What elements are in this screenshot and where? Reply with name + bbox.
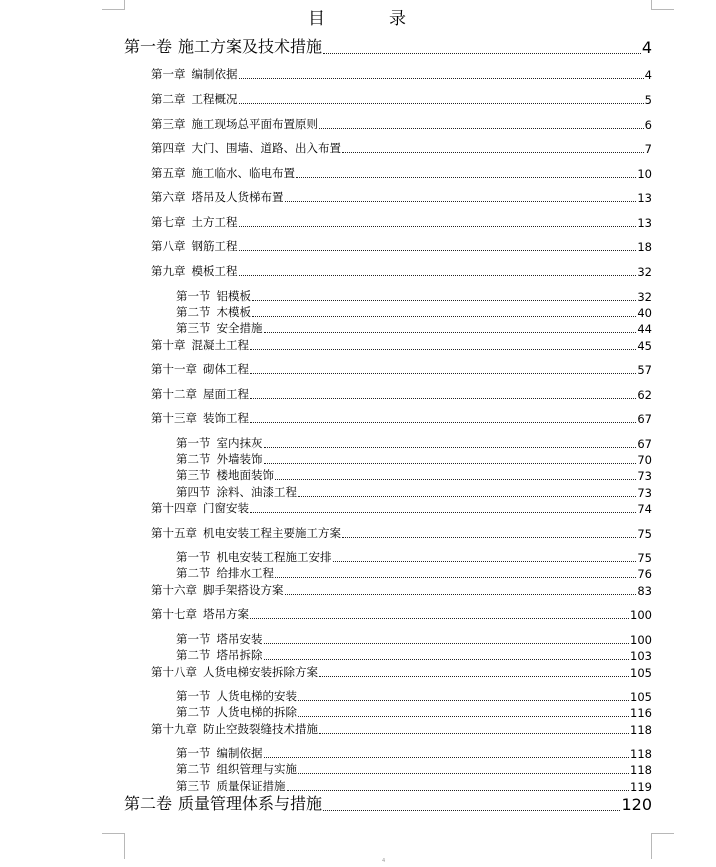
toc-dot-leader <box>275 478 636 480</box>
toc-entry[interactable] <box>176 550 652 565</box>
toc-entry-text: 编制依据 <box>191 67 238 81</box>
toc-entry-text: 室内抹灰 <box>216 436 263 450</box>
toc-dot-leader <box>298 772 629 774</box>
toc-dot-leader <box>342 151 644 153</box>
toc-entry-page: 7 <box>644 142 652 156</box>
toc-entry-page: 57 <box>637 363 652 377</box>
toc-dot-leader <box>264 756 630 758</box>
toc-entry[interactable] <box>151 190 652 205</box>
toc-entry-label <box>176 435 263 451</box>
toc-entry-text: 给排水工程 <box>216 566 274 580</box>
toc-entry-text: 施工临水、临电布置 <box>191 166 295 180</box>
toc-entry-number: 第一节 <box>176 289 211 303</box>
toc-entry-number: 第十九章 <box>151 722 197 736</box>
toc-entry-number: 第二节 <box>176 305 211 319</box>
toc-entry-number: 第三节 <box>176 321 211 335</box>
toc-entry-number: 第二节 <box>176 566 211 580</box>
toc-entry[interactable] <box>151 338 652 353</box>
toc-entry[interactable] <box>176 566 652 581</box>
toc-entry-label <box>176 549 332 565</box>
toc-dot-leader <box>287 789 630 791</box>
toc-title-left: 目 <box>308 9 327 29</box>
toc-entry-label <box>176 565 274 581</box>
toc-entry-page: 119 <box>630 780 652 794</box>
toc-entry-label <box>176 647 263 663</box>
toc-entry-page: 67 <box>637 437 652 451</box>
toc-entry-label <box>151 525 341 541</box>
toc-entry[interactable] <box>176 485 652 500</box>
toc-entry-label <box>176 761 297 777</box>
toc-entry[interactable] <box>176 452 652 467</box>
toc-entry-page: 32 <box>637 290 652 304</box>
toc-entry-number: 第十六章 <box>151 583 197 597</box>
toc-entry-label <box>151 91 238 107</box>
toc-entry-text: 混凝土工程 <box>191 338 249 352</box>
toc-entry-page: 100 <box>630 633 652 647</box>
toc-entry-label <box>151 410 249 426</box>
toc-entry-text: 组织管理与实施 <box>216 762 297 776</box>
toc-entry-label <box>151 361 249 377</box>
toc-entry[interactable] <box>176 705 652 720</box>
toc-dot-leader <box>239 225 637 227</box>
toc-entry-number: 第一卷 <box>124 37 173 56</box>
toc-entry-number: 第十七章 <box>151 607 197 621</box>
toc-entry-label <box>151 500 249 516</box>
toc-entry-label <box>176 631 263 647</box>
toc-entry-text: 人货电梯的拆除 <box>216 705 297 719</box>
toc-entry-number: 第八章 <box>151 239 186 253</box>
toc-entry-page: 4 <box>644 68 652 82</box>
toc-dot-leader <box>298 699 629 701</box>
toc-entry-text: 模板工程 <box>191 264 238 278</box>
toc-entry-number: 第三章 <box>151 117 186 131</box>
toc-entry[interactable] <box>151 411 652 426</box>
toc-entry[interactable] <box>151 362 652 377</box>
toc-entry-text: 机电安装工程主要施工方案 <box>203 526 341 540</box>
toc-dot-leader <box>264 642 630 644</box>
toc-entry-text: 屋面工程 <box>203 387 249 401</box>
toc-entry[interactable] <box>176 305 652 320</box>
toc-entry[interactable] <box>151 387 652 402</box>
toc-entry-text: 门窗安装 <box>203 501 249 515</box>
toc-entry-label <box>176 704 297 720</box>
toc-entry-text: 施工现场总平面布置原则 <box>191 117 318 131</box>
toc-dot-leader <box>250 397 636 399</box>
toc-entry-text: 大门、围墙、道路、出入布置 <box>191 141 341 155</box>
toc-entry-number: 第二卷 <box>124 794 173 813</box>
toc-entry-page: 62 <box>637 388 652 402</box>
toc-dot-leader <box>264 462 637 464</box>
toc-entry-number: 第十章 <box>151 338 186 352</box>
toc-entry-number: 第十八章 <box>151 665 197 679</box>
toc-entry-label <box>151 238 238 254</box>
toc-entry-text: 人货电梯安装拆除方案 <box>203 665 318 679</box>
toc-dot-leader <box>239 77 644 79</box>
toc-entry-number: 第三节 <box>176 468 211 482</box>
toc-entry-label <box>176 288 251 304</box>
toc-title <box>0 4 716 29</box>
bottom-left-crop-line <box>102 833 124 834</box>
toc-entry[interactable] <box>151 583 652 598</box>
toc-entry-label <box>176 304 251 320</box>
toc-entry-label <box>176 688 297 704</box>
toc-entry-text: 防止空鼓裂缝技术措施 <box>203 722 318 736</box>
toc-entry[interactable] <box>151 526 652 541</box>
toc-entry-number: 第一节 <box>176 550 211 564</box>
toc-dot-leader <box>342 536 636 538</box>
toc-entry-label <box>176 484 297 500</box>
toc-entry-page: 5 <box>644 93 652 107</box>
toc-dot-leader <box>250 617 629 619</box>
toc-dot-leader <box>264 658 630 660</box>
toc-entry-number: 第二节 <box>176 762 211 776</box>
toc-entry-page: 75 <box>637 527 652 541</box>
toc-entry-label <box>151 337 249 353</box>
toc-entry-number: 第二章 <box>151 92 186 106</box>
toc-entry[interactable] <box>176 289 652 304</box>
toc-entry-label <box>151 116 318 132</box>
toc-entry-label <box>176 451 263 467</box>
toc-entry-text: 安全措施 <box>216 321 263 335</box>
toc-entry[interactable] <box>151 92 652 107</box>
toc-entry-number: 第五章 <box>151 166 186 180</box>
toc-entry-text: 涂料、油漆工程 <box>216 485 297 499</box>
toc-entry-number: 第七章 <box>151 215 186 229</box>
toc-dot-leader <box>252 299 636 301</box>
toc-entry[interactable] <box>176 762 652 777</box>
toc-entry[interactable] <box>124 37 652 57</box>
toc-entry[interactable] <box>176 689 652 704</box>
toc-entry-text: 施工方案及技术措施 <box>178 37 323 56</box>
toc-dot-leader <box>264 446 637 448</box>
toc-entry-text: 塔吊方案 <box>203 607 249 621</box>
toc-entry-page: 100 <box>630 608 652 622</box>
toc-entry-page: 44 <box>637 322 652 336</box>
bottom-right-crop-line <box>652 833 674 834</box>
toc-entry-text: 质量管理体系与措施 <box>178 794 323 813</box>
toc-entry-text: 楼地面装饰 <box>216 468 274 482</box>
toc-dot-leader <box>275 576 636 578</box>
toc-dot-leader <box>285 593 637 595</box>
toc-entry[interactable] <box>151 117 652 132</box>
toc-entry-label <box>151 721 318 737</box>
toc-entry-number: 第十三章 <box>151 411 197 425</box>
toc-entry-page: 10 <box>637 167 652 181</box>
toc-entry[interactable] <box>151 264 652 279</box>
toc-entry-label <box>176 745 263 761</box>
toc-entry-page: 45 <box>637 339 652 353</box>
toc-dot-leader <box>319 675 629 677</box>
toc-dot-leader <box>250 421 636 423</box>
toc-entry-label <box>151 606 249 622</box>
toc-entry-page: 32 <box>637 265 652 279</box>
toc-entry[interactable] <box>176 468 652 483</box>
toc-entry-text: 编制依据 <box>216 746 263 760</box>
toc-title-right: 录 <box>389 9 408 29</box>
toc-entry-page: 18 <box>637 240 652 254</box>
toc-entry-label <box>124 34 322 57</box>
toc-entry-page: 13 <box>637 191 652 205</box>
toc-dot-leader <box>319 732 629 734</box>
toc-entry-label <box>124 791 322 814</box>
toc-entry-page: 105 <box>630 690 652 704</box>
toc-entry-page: 103 <box>630 649 652 663</box>
toc-dot-leader <box>298 495 636 497</box>
toc-entry-text: 质量保证措施 <box>216 779 286 793</box>
toc-entry-number: 第十一章 <box>151 362 197 376</box>
toc-entry-page: 73 <box>637 469 652 483</box>
toc-entry-text: 外墙装饰 <box>216 452 263 466</box>
toc-entry-number: 第一节 <box>176 632 211 646</box>
toc-entry-label <box>151 582 284 598</box>
toc-entry[interactable] <box>151 501 652 516</box>
toc-entry-number: 第十五章 <box>151 526 197 540</box>
toc-entry-number: 第一章 <box>151 67 186 81</box>
toc-entry-number: 第二节 <box>176 705 211 719</box>
toc-entry-text: 脚手架搭设方案 <box>203 583 284 597</box>
toc-dot-leader <box>264 331 637 333</box>
toc-dot-leader <box>298 715 629 717</box>
toc-entry-page: 67 <box>637 412 652 426</box>
toc-entry-page: 120 <box>621 795 652 814</box>
toc-entry-label <box>151 214 238 230</box>
toc-entry-page: 118 <box>630 723 652 737</box>
toc-dot-leader <box>250 372 636 374</box>
toc-entry-number: 第一节 <box>176 689 211 703</box>
toc-entry-label <box>151 386 249 402</box>
toc-entry-text: 土方工程 <box>191 215 238 229</box>
toc-entry-page: 40 <box>637 306 652 320</box>
toc-dot-leader <box>319 127 644 129</box>
toc-entry-page: 4 <box>641 38 652 57</box>
toc-entry-label <box>151 189 284 205</box>
toc-entry-number: 第一节 <box>176 436 211 450</box>
bottom-right-crop-mark <box>651 833 652 859</box>
toc-dot-leader <box>333 560 637 562</box>
toc-entry-page: 6 <box>644 118 652 132</box>
toc-entry[interactable] <box>176 632 652 647</box>
toc-dot-leader <box>239 249 637 251</box>
toc-entry[interactable] <box>176 321 652 336</box>
toc-entry-label <box>151 165 295 181</box>
toc-entry-text: 塔吊安装 <box>216 632 263 646</box>
toc-entry-label <box>176 320 263 336</box>
toc-dot-leader <box>252 315 636 317</box>
toc-entry-text: 机电安装工程施工安排 <box>216 550 332 564</box>
toc-entry-page: 118 <box>630 763 652 777</box>
toc-entry-page: 73 <box>637 486 652 500</box>
toc-dot-leader <box>285 200 637 202</box>
toc-entry-text: 木模板 <box>216 305 251 319</box>
toc-entry-text: 工程概况 <box>191 92 238 106</box>
toc-entry[interactable] <box>151 166 652 181</box>
toc-entry[interactable] <box>151 141 652 156</box>
toc-dot-leader <box>323 809 620 811</box>
toc-dot-leader <box>323 52 641 54</box>
toc-entry-text: 人货电梯的安装 <box>216 689 297 703</box>
toc-entry[interactable] <box>124 794 652 814</box>
toc-dot-leader <box>239 102 644 104</box>
toc-entry-page: 105 <box>630 666 652 680</box>
toc-dot-leader <box>250 348 636 350</box>
page-number-mark: 4 <box>382 858 386 864</box>
toc-entry[interactable] <box>151 215 652 230</box>
toc-entry-text: 砌体工程 <box>203 362 249 376</box>
toc-entry[interactable] <box>176 436 652 451</box>
toc-entry[interactable] <box>151 722 652 737</box>
toc-entry-number: 第二节 <box>176 452 211 466</box>
toc-entry-page: 118 <box>630 747 652 761</box>
toc-entry-number: 第三节 <box>176 779 211 793</box>
toc-entry-page: 75 <box>637 551 652 565</box>
toc-entry-number: 第六章 <box>151 190 186 204</box>
toc-entry-page: 116 <box>630 706 652 720</box>
toc-entry-label <box>151 263 238 279</box>
toc-entry-text: 塔吊及人货梯布置 <box>191 190 284 204</box>
toc-entry-label <box>151 140 341 156</box>
toc-entry-number: 第十二章 <box>151 387 197 401</box>
toc-dot-leader <box>239 274 637 276</box>
toc-entry-page: 70 <box>637 453 652 467</box>
toc-entry-label <box>176 467 274 483</box>
toc-entry-number: 第十四章 <box>151 501 197 515</box>
toc-entry[interactable] <box>176 746 652 761</box>
toc-entry-number: 第一节 <box>176 746 211 760</box>
toc-dot-leader <box>296 176 636 178</box>
toc-entry-number: 第九章 <box>151 264 186 278</box>
toc-entry-text: 钢筋工程 <box>191 239 238 253</box>
toc-entry-label <box>151 66 238 82</box>
toc-entry-page: 83 <box>637 584 652 598</box>
toc-dot-leader <box>250 511 636 513</box>
bottom-left-crop-mark <box>124 833 125 859</box>
toc-entry-number: 第四节 <box>176 485 211 499</box>
toc-entry[interactable] <box>151 607 652 622</box>
toc-entry-page: 74 <box>637 502 652 516</box>
toc-entry-text: 塔吊拆除 <box>216 648 263 662</box>
toc-entry-page: 76 <box>637 567 652 581</box>
toc-entry-label <box>151 664 318 680</box>
toc-entry[interactable] <box>176 648 652 663</box>
toc-entry-number: 第二节 <box>176 648 211 662</box>
toc-entry[interactable] <box>151 67 652 82</box>
toc-entry-number: 第四章 <box>151 141 186 155</box>
toc-entry-text: 铝模板 <box>216 289 251 303</box>
toc-entry[interactable] <box>151 665 652 680</box>
toc-entry-text: 装饰工程 <box>203 411 249 425</box>
toc-entry[interactable] <box>151 239 652 254</box>
toc-entry-page: 13 <box>637 216 652 230</box>
